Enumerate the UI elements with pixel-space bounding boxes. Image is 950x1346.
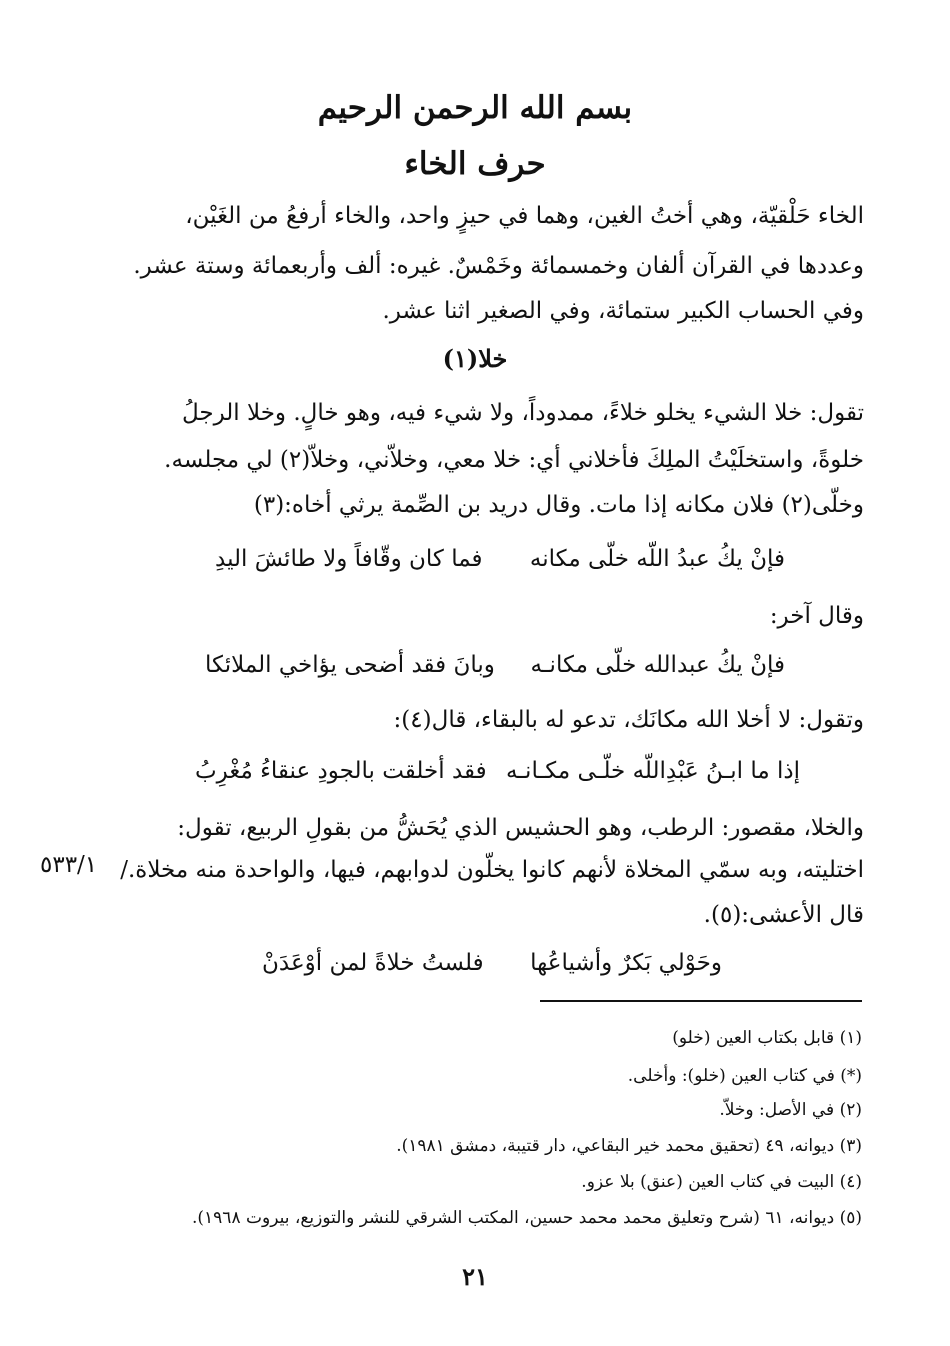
verse1-right-hemistich: فإنْ يكُ عبدُ اللّه خلّى مكانه [529,546,785,572]
entry-heading: خلا(١) [442,344,508,373]
intro-line: وفي الحساب الكبير ستمائة، وفي الصغير اثنا عشر. [382,298,864,324]
footnote: (٣) ديوانه، ٤٩ (تحقيق محمد خير البقاعي، دار قتيبة، دمشق ١٩٨١). [396,1136,862,1156]
body-line: اختليته، وبه سمّي المخلاة لأنهم كانوا يخلّون لدوابهم، فيها، والواحدة منه مخلاة./ [120,857,864,883]
footnote: (٥) ديوانه، ٦١ (شرح وتعليق محمد محمد حسين، المكتب الشرقي للنشر والتوزيع، بيروت ١٩٦٨). [192,1208,862,1228]
footnote: (١) قابل بكتاب العين (خلو) [672,1028,862,1048]
verse4-left-hemistich: فلستُ خلاةً لمن أوْعَدَنْ [262,950,484,976]
body-line: والخلا، مقصور: الرطب، وهو الحشيس الذي يُحَشُّ من بقولِ الربيع، تقول: [177,815,864,841]
basmala-heading: بسم الله الرحمن الرحيم [317,90,633,126]
body-line: وتقول: لا أخلا الله مكانَك، تدعو له بالبقاء، قال(٤): [393,707,864,733]
verse2-right-hemistich: فإنْ يكُ عبدالله خلّى مكانـه [530,652,785,678]
footnote: (٢) في الأصل: وخلاّ. [719,1100,862,1120]
margin-reference: ٥٣٣/١ [40,852,98,878]
body-line: خلوةً، واستخلَيْتُ الملِكَ فأخلاني أي: خلا معي، وخلاّني، وخلاّ(٢) لي مجلسه. [164,447,864,473]
chapter-title: حرف الخاء [404,146,546,182]
verse3-right-hemistich: إذا ما ابـنُ عَبْدِاللّه خلّـى مكـانـه [505,758,800,784]
footnote-divider [540,1000,862,1002]
another-said-line: وقال آخر: [769,603,864,629]
verse2-left-hemistich: وبانَ فقد أضحى يؤاخي الملائكا [205,652,495,678]
body-line: تقول: خلا الشيء يخلو خلاءً، ممدوداً، ولا شيء فيه، وهو خالٍ. وخلا الرجلُ [181,400,864,426]
footnote: (٤) البيت في كتاب العين (عنق) بلا عزو. [581,1172,862,1192]
verse4-right-hemistich: وحَوْلي بَكرٌ وأشياعُها [530,950,722,976]
footnote: (*) في كتاب العين (خلو): وأخلى. [627,1066,862,1086]
verse3-left-hemistich: فقد أخلقت بالجودِ عنقاءُ مُغْرِبُ [195,758,487,784]
body-line: وخلّى(٢) فلان مكانه إذا مات. وقال دريد بن الصِّمة يرثي أخاه:(٣) [253,492,864,518]
body-line: قال الأعشى:(٥). [703,902,864,928]
page-number: ٢١ [462,1262,488,1291]
intro-line: وعددها في القرآن ألفان وخمسمائة وخَمْسٌ. غيره: ألف وأربعمائة وستة عشر. [133,253,864,279]
verse1-left-hemistich: فما كان وقّافاً ولا طائشَ اليدِ [215,546,483,572]
intro-line: الخاء حَلْقيّة، وهي أختُ الغين، وهما في حيزٍ واحد، والخاء أرفعُ من الغَيْن، [185,203,864,229]
